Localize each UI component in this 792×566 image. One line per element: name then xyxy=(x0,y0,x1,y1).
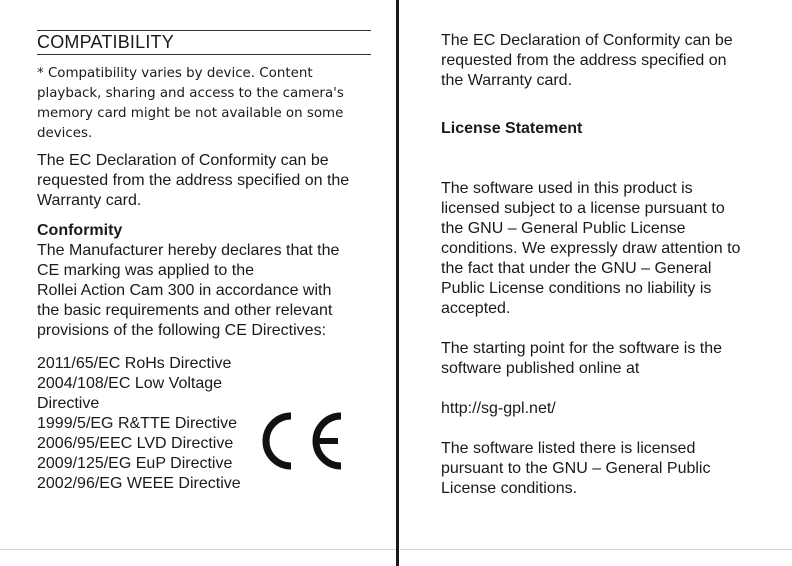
left-ec-declaration-block xyxy=(37,151,357,211)
license-url: http://sg-gpl.net/ xyxy=(441,400,556,417)
directive-item: 2011/65/EC RoHs Directive xyxy=(37,355,232,372)
section-title: COMPATIBILITY xyxy=(37,31,371,55)
directive-item: 2004/108/EC Low Voltage Directive xyxy=(37,375,223,412)
directive-item: 1999/5/EG R&TTE Directive xyxy=(37,415,238,432)
license-statement-heading: License Statement xyxy=(441,120,583,137)
conformity-heading: Conformity xyxy=(37,222,123,239)
conformity-text: The Manufacturer hereby declares that the CE marking was applied to the Rollei Action Cam 300 in accordance with the basic requirements and other relevant provisions of the following CE Directives: xyxy=(37,242,340,339)
compatibility-note: * Compatibility varies by device. Content playback, sharing and access to the camera's memory card might be not available on some devices. xyxy=(37,66,344,141)
left-ec-declaration: The EC Declaration of Conformity can be requested from the address specified on the Warranty card. xyxy=(37,152,350,209)
conformity-block xyxy=(37,221,357,341)
right-ec-declaration: The EC Declaration of Conformity can be requested from the address specified on the Warranty card. xyxy=(441,32,733,89)
directive-list xyxy=(37,354,277,494)
page-divider xyxy=(396,0,399,566)
directive-item: 2006/95/EEC LVD Directive xyxy=(37,435,234,452)
left-page-bottom-rule xyxy=(0,549,396,550)
directive-item: 2002/96/EG WEEE Directive xyxy=(37,475,241,492)
license-paragraph-3: The software listed there is licensed pursuant to the GNU – General Public License conditions. xyxy=(441,440,711,497)
ce-mark-logo xyxy=(258,410,344,472)
license-paragraph-2: The starting point for the software is the software published online at xyxy=(441,340,723,377)
right-page-bottom-rule xyxy=(400,549,792,550)
license-paragraph-1: The software used in this product is licensed subject to a license pursuant to the GNU – General Public License conditions. We expressly draw attention to the fact that under the GNU – General Public License conditions no liability is accepted. xyxy=(441,180,741,317)
directive-item: 2009/125/EG EuP Directive xyxy=(37,455,233,472)
ce-mark-c-shape xyxy=(266,416,291,466)
